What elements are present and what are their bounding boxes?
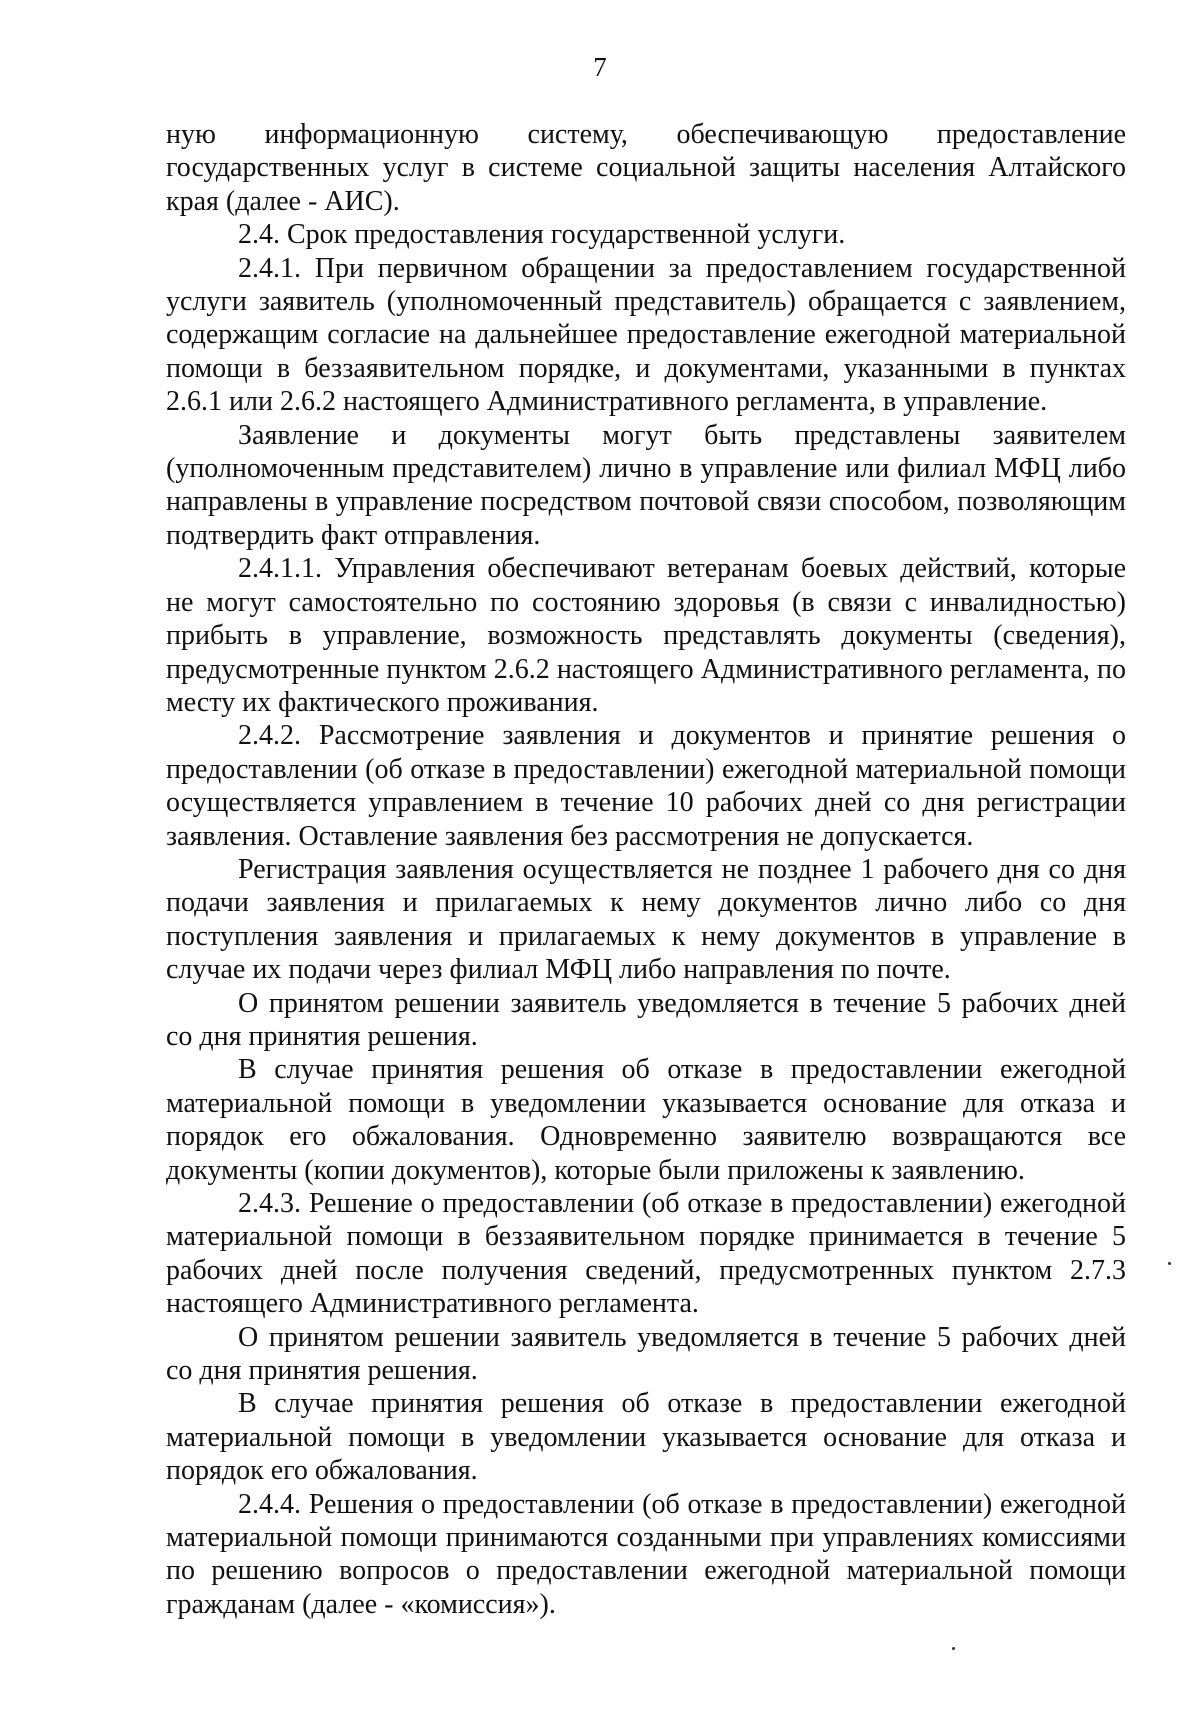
page-number: 7 [593, 52, 607, 82]
paragraph-4: Заявление и документы могут быть представлены заявителем (уполномоченным представителем) лично в управление или филиал МФЦ либо направлены в управление посредством почтовой связи способом, позволяющим подтвердить факт отправления. [166, 419, 1126, 551]
paragraph-11: О принятом решении заявитель уведомляется в течение 5 рабочих дней со дня принятия решения. [166, 1321, 1126, 1387]
paragraph-1: ную информационную систему, обеспечивающую предоставление государственных услуг в системе социальной защиты населения Алтайского края (далее - АИС). [166, 119, 1126, 217]
paragraph-2: 2.4. Срок предоставления государственной услуги. [238, 219, 846, 251]
scan-speck [952, 1647, 955, 1650]
paragraph-6: 2.4.2. Рассмотрение заявления и документов и принятие решения о предоставлении (об отказе в предоставлении) ежегодной материальной помощи осуществляется управлением в течение 10 рабочих дней со дня регистрации заявления. Оставление заявления без рассмотрения не допускается. [166, 720, 1126, 852]
paragraph-12: В случае принятия решения об отказе в предоставлении ежегодной материальной помощи в уведомлении указывается основание для отказа и порядок его обжалования. [166, 1388, 1126, 1487]
paragraph-8: О принятом решении заявитель уведомляется в течение 5 рабочих дней со дня принятия решения. [166, 987, 1126, 1052]
paragraph-10: 2.4.3. Решение о предоставлении (об отказе в предоставлении) ежегодной материальной помощи в беззаявительном порядке принимается в течение 5 рабочих дней после получения сведений, предусмотренных пунктом 2.7.3 настоящего Административного регламента. [166, 1188, 1126, 1320]
document-body [166, 118, 1126, 1621]
paragraph-13: 2.4.4. Решения о предоставлении (об отказе в предоставлении) ежегодной материальной помощи принимаются созданными при управлениях комиссиями по решению вопросов о предоставлении ежегодной материальной помощи гражданам (далее - «комиссия»). [166, 1488, 1126, 1620]
scan-speck [1168, 1262, 1171, 1265]
paragraph-5: 2.4.1.1. Управления обеспечивают ветеранам боевых действий, которые не могут самостоятельно по состоянию здоровья (в связи с инвалидностью) прибыть в управление, возможность представлять документы (сведения), предусмотренные пунктом 2.6.2 настоящего Административного регламента, по месту их фактического проживания. [166, 553, 1126, 718]
paragraph-3: 2.4.1. При первичном обращении за предоставлением государственной услуги заявитель (уполномоченный представитель) обращается с заявлением, содержащим согласие на дальнейшее предоставление ежегодной материальной помощи в беззаявительном порядке, и документами, указанными в пунктах 2.6.1 или 2.6.2 настоящего Административного регламента, в управление. [166, 252, 1126, 418]
paragraph-7: Регистрация заявления осуществляется не позднее 1 рабочего дня со дня подачи заявления и прилагаемых к нему документов лично либо со дня поступления заявления и прилагаемых к нему документов в управление в случае их подачи через филиал МФЦ либо направления по почте. [166, 853, 1126, 986]
paragraph-9: В случае принятия решения об отказе в предоставлении ежегодной материальной помощи в уведомлении указывается основание для отказа и порядок его обжалования. Одновременно заявителю возвращаются все документы (копии документов), которые были приложены к заявлению. [166, 1054, 1126, 1186]
